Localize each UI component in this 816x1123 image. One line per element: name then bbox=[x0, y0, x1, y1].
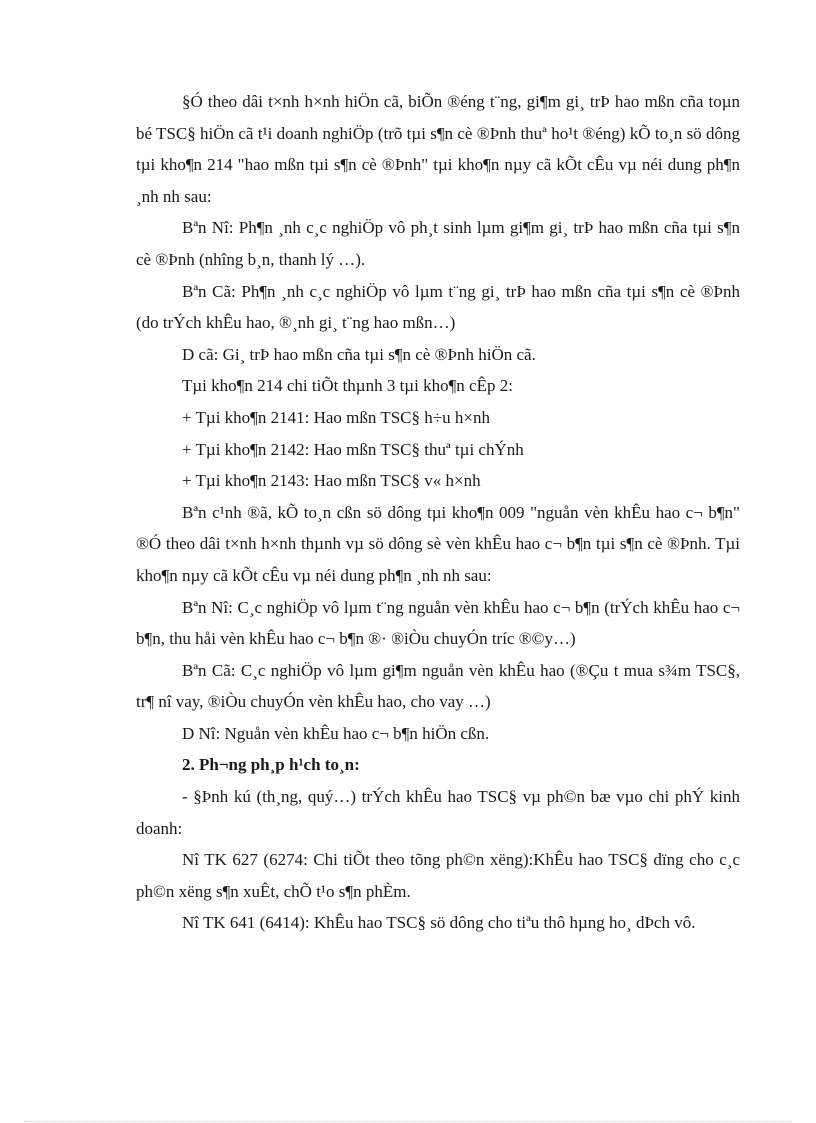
list-item: + Tµi kho¶n 2142: Hao mßn TSC§ thuª tµi chÝnh bbox=[182, 439, 524, 459]
list-item: + Tµi kho¶n 2141: Hao mßn TSC§ h÷u h×nh bbox=[182, 407, 490, 427]
paragraph: D cã: Gi¸ trÞ hao mßn cña tµi s¶n cè ®Þnh hiÖn cã. bbox=[182, 344, 536, 364]
paragraph: Nî TK 641 (6414): KhÊu hao TSC§ sö dông cho tiªu thô hµng ho¸ dÞch vô. bbox=[182, 913, 696, 933]
body-text bbox=[136, 86, 740, 939]
paragraph: D Nî: Nguån vèn khÊu hao c¬ b¶n hiÖn cßn. bbox=[182, 723, 490, 743]
paragraph: Bªn Nî: C¸c nghiÖp vô lµm t¨ng nguån vèn khÊu hao c¬ b¶n (trÝch khÊu hao c¬ b¶n, thu håi vèn khÊu hao c¬ b¶n ®· ®iÒu chuyÓn tríc ®©y…) bbox=[136, 597, 740, 649]
list-item: + Tµi kho¶n 2143: Hao mßn TSC§ v« h×nh bbox=[182, 471, 481, 491]
paragraph: Nî TK 627 (6274: Chi tiÕt theo tõng ph©n xëng):KhÊu hao TSC§ dïng cho c¸c ph©n xëng s¶n xuÊt, chÕ t¹o s¶n phÈm. bbox=[136, 850, 740, 901]
section-heading: 2. Ph¬ng ph¸p h¹ch to¸n: bbox=[182, 755, 360, 775]
paragraph: Bªn c¹nh ®ã, kÕ to¸n cßn sö dông tµi kho¶n 009 "nguån vèn khÊu hao c¬ b¶n" ®Ó theo dâi t×nh h×nh thµnh vµ sö dông sè vèn khÊu hao c¬ b¶n tµi s¶n cè ®Þnh. Tµi kho¶n nµy cã kÕt cÊu vµ néi dung ph¶n ¸nh nh sau: bbox=[136, 502, 740, 585]
paragraph: §Ó theo dâi t×nh h×nh hiÖn cã, biÕn ®éng t¨ng, gi¶m gi¸ trÞ hao mßn cña toµn bé TSC§ hiÖn cã t¹i doanh nghiÖp (trõ tµi s¶n cè ®Þnh thuª ho¹t ®éng) kÕ to¸n sö dông tµi kho¶n 214 "hao mßn tµi s¶n cè ®Þnh" tµi kho¶n nµy cã kÕt cÊu vµ néi dung ph¶n ¸nh nh sau: bbox=[136, 92, 740, 206]
page-bottom-border bbox=[24, 1121, 792, 1122]
paragraph: - §Þnh kú (th¸ng, quý…) trÝch khÊu hao TSC§ vµ ph©n bæ vµo chi phÝ kinh doanh: bbox=[136, 787, 740, 838]
paragraph: Bªn Cã: Ph¶n ¸nh c¸c nghiÖp vô lµm t¨ng gi¸ trÞ hao mßn cña tµi s¶n cè ®Þnh (do trÝch khÊu hao, ®¸nh gi¸ t¨ng hao mßn…) bbox=[136, 281, 740, 333]
paragraph: Bªn Nî: Ph¶n ¸nh c¸c nghiÖp vô ph¸t sinh lµm gi¶m gi¸ trÞ hao mßn cña tµi s¶n cè ®Þnh (nhîng b¸n, thanh lý …). bbox=[136, 218, 740, 269]
paragraph: Tµi kho¶n 214 chi tiÕt thµnh 3 tµi kho¶n cÊp 2: bbox=[182, 376, 513, 396]
paragraph: Bªn Cã: C¸c nghiÖp vô lµm gi¶m nguån vèn khÊu hao (®Çu t mua s¾m TSC§, tr¶ nî vay, ®iÒu chuyÓn vèn khÊu hao, cho vay …) bbox=[136, 660, 740, 712]
